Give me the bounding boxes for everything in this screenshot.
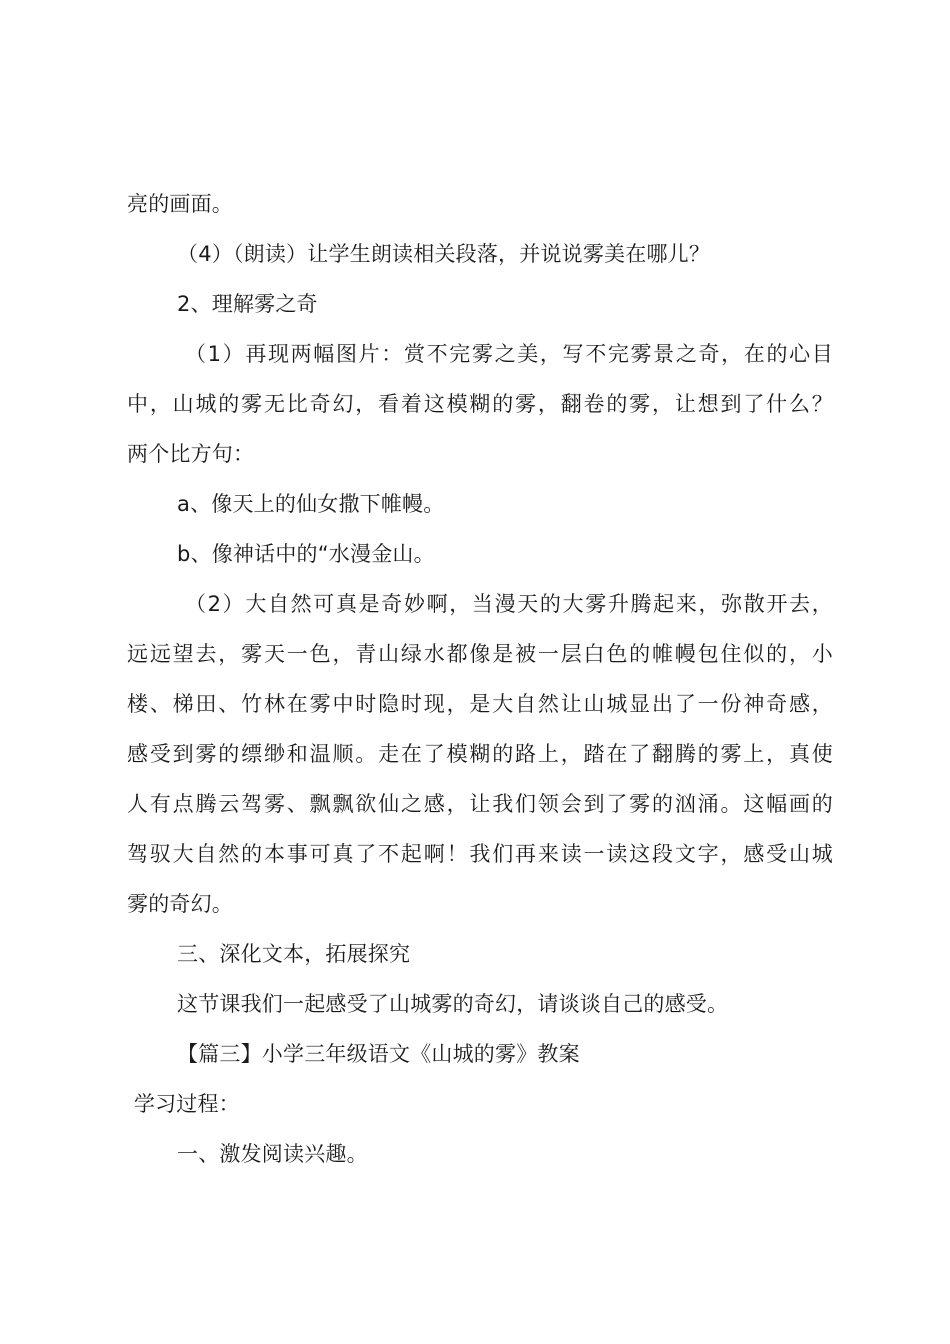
paragraph-line-10: 远远望去，雾天一色，青山绿水都像是被一层白色的帷幔包住似的，小	[127, 642, 833, 666]
paragraph-line-17: 这节课我们一起感受了山城雾的奇幻，请谈谈自己的感受。	[177, 992, 729, 1016]
paragraph-line-13: 人有点腾云驾雾、飘飘欲仙之感，让我们领会到了雾的汹涌。这幅画的	[127, 792, 833, 816]
paragraph-line-14: 驾驭大自然的本事可真了不起啊！我们再来读一读这段文字，感受山城	[127, 842, 833, 866]
paragraph-line-1: 亮的画面。	[127, 192, 233, 216]
section-heading-understand-fog: 2、理解雾之奇	[177, 292, 318, 316]
learning-process-label: 学习过程：	[127, 1092, 240, 1116]
section-heading-deepen-text: 三、深化文本，拓展探究	[177, 942, 411, 966]
article-title-part-three: 【篇三】小学三年级语文《山城的雾》教案	[177, 1042, 580, 1066]
paragraph-line-9: （2）大自然可真是奇妙啊，当漫天的大雾升腾起来，弥散开去，	[185, 592, 833, 616]
paragraph-line-6: 两个比方句：	[127, 442, 255, 466]
paragraph-line-5: 中，山城的雾无比奇幻，看着这模糊的雾，翻卷的雾，让想到了什么？	[127, 392, 833, 416]
example-sentence-b: b、像神话中的“水漫金山。	[177, 542, 435, 566]
paragraph-line-11: 楼、梯田、竹林在雾中时隐时现，是大自然让山城显出了一份神奇感，	[127, 692, 833, 716]
paragraph-line-12: 感受到雾的缥缈和温顺。走在了模糊的路上，踏在了翻腾的雾上，真使	[127, 742, 833, 766]
paragraph-line-2: （4）（朗读）让学生朗读相关段落，并说说雾美在哪儿？	[177, 242, 711, 266]
section-heading-stimulate-interest: 一、激发阅读兴趣。	[177, 1142, 368, 1166]
example-sentence-a: a、像天上的仙女撒下帷幔。	[177, 492, 445, 516]
paragraph-line-4: （1）再现两幅图片：赏不完雾之美，写不完雾景之奇，在的心目	[185, 342, 833, 366]
paragraph-line-15: 雾的奇幻。	[127, 892, 233, 916]
